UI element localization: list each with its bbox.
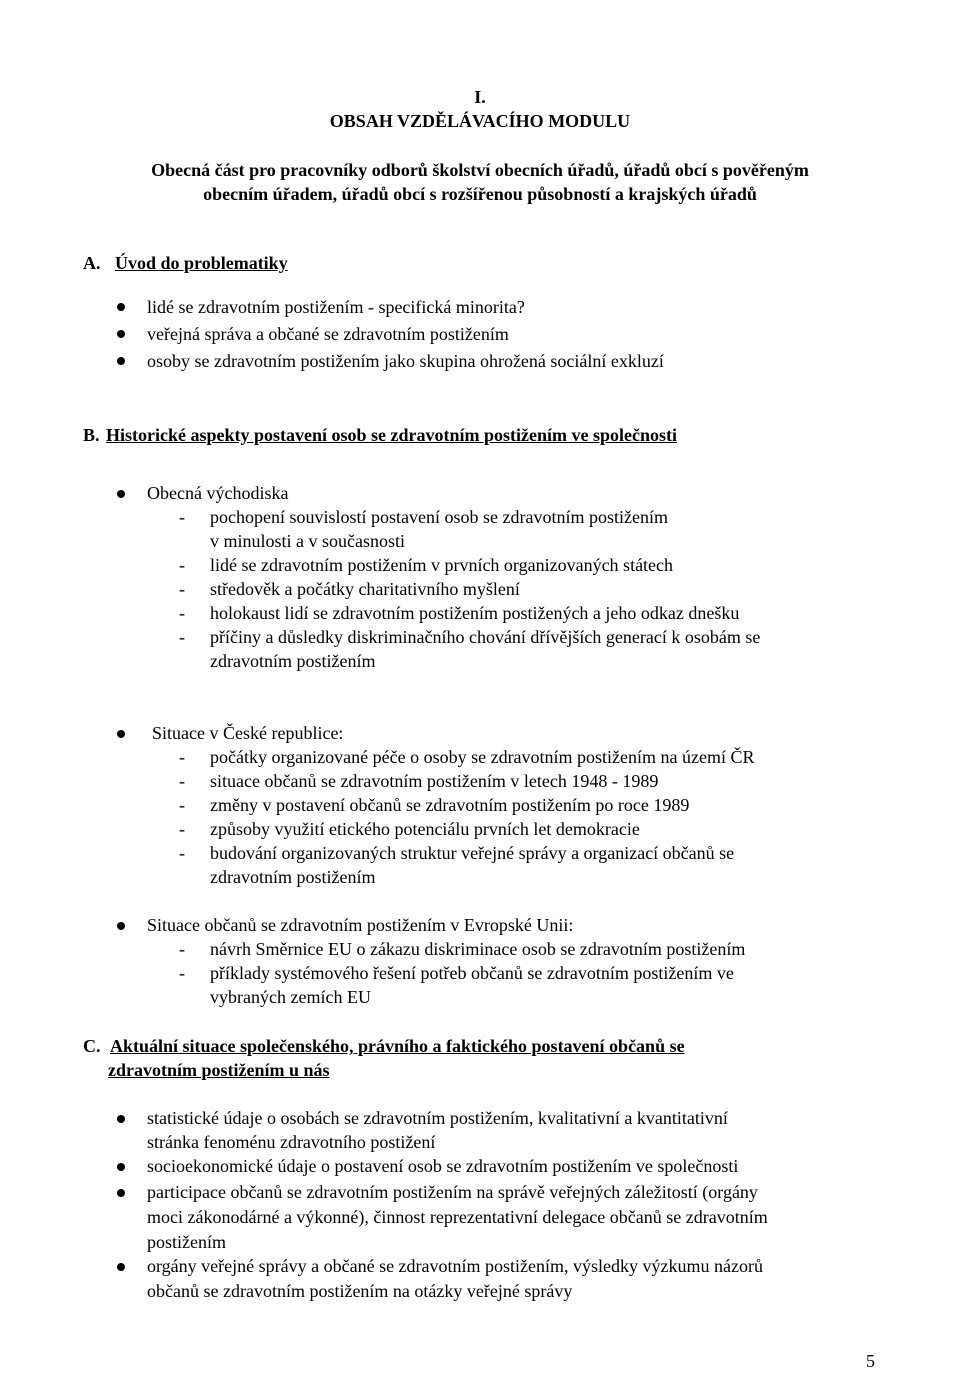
section-c-title-line-1: Aktuální situace společenského, právního a faktického postavení občanů se: [110, 1036, 685, 1056]
list-item: středověk a počátky charitativního myšlení: [210, 579, 520, 599]
dash: -: [179, 939, 185, 959]
dash: -: [179, 603, 185, 623]
dash: -: [179, 507, 185, 527]
list-item: holokaust lidí se zdravotním postižením postižených a jeho odkaz dnešku: [210, 603, 740, 623]
list-item: v minulosti a v současnosti: [210, 531, 405, 551]
bullet-icon: [117, 303, 125, 311]
list-item: participace občanů se zdravotním postižením na správě veřejných záležitostí (orgány: [147, 1182, 758, 1202]
section-a-title: Úvod do problematiky: [115, 253, 288, 273]
dash: -: [179, 819, 185, 839]
subtitle-line-1: Obecná část pro pracovníky odborů školství obecních úřadů, úřadů obcí s pověřeným: [151, 160, 809, 180]
list-item: veřejná správa a občané se zdravotním postižením: [147, 324, 509, 344]
section-a-letter: A.: [83, 253, 101, 273]
bullet-icon: [117, 1115, 125, 1123]
list-item: počátky organizované péče o osoby se zdravotním postižením na území ČR: [210, 747, 755, 767]
group-title: Situace v České republice:: [152, 723, 344, 743]
bullet-icon: [117, 1263, 125, 1271]
list-item: situace občanů se zdravotním postižením v letech 1948 - 1989: [210, 771, 659, 791]
list-item: příklady systémového řešení potřeb občanů se zdravotním postižením ve: [210, 963, 734, 983]
section-c-letter: C.: [83, 1036, 101, 1056]
subtitle-line-2: obecním úřadem, úřadů obcí s rozšířenou působností a krajských úřadů: [203, 184, 757, 204]
list-item: budování organizovaných struktur veřejné správy a organizací občanů se: [210, 843, 735, 863]
list-item: postižením: [147, 1232, 226, 1252]
bullet-icon: [117, 1163, 125, 1171]
bullet-icon: [117, 357, 125, 365]
section-number: I.: [474, 87, 486, 107]
list-item: vybraných zemích EU: [210, 987, 371, 1007]
dash: -: [179, 579, 185, 599]
bullet-icon: [117, 922, 125, 930]
dash: -: [179, 747, 185, 767]
list-item: osoby se zdravotním postižením jako skupina ohrožená sociální exkluzí: [147, 351, 664, 371]
bullet-icon: [117, 330, 125, 338]
list-item: způsoby využití etického potenciálu prvních let demokracie: [210, 819, 640, 839]
list-item: zdravotním postižením: [210, 651, 376, 671]
list-item: změny v postavení občanů se zdravotním postižením po roce 1989: [210, 795, 690, 815]
dash: -: [179, 555, 185, 575]
section-c-title-line-2: zdravotním postižením u nás: [108, 1060, 330, 1080]
page-title: OBSAH VZDĚLÁVACÍHO MODULU: [329, 111, 631, 131]
bullet-icon: [117, 730, 125, 738]
dash: -: [179, 843, 185, 863]
section-b-letter: B.: [83, 425, 100, 445]
list-item: lidé se zdravotním postižením - specifická minorita?: [147, 297, 525, 317]
group-title: Obecná východiska: [147, 483, 289, 503]
dash: -: [179, 795, 185, 815]
list-item: orgány veřejné správy a občané se zdravotním postižením, výsledky výzkumu názorů: [147, 1256, 763, 1276]
dash: -: [179, 963, 185, 983]
dash: -: [179, 771, 185, 791]
list-item: zdravotním postižením: [210, 867, 376, 887]
page-number: 5: [866, 1351, 875, 1371]
list-item: moci zákonodárné a výkonné), činnost reprezentativní delegace občanů se zdravotním: [147, 1207, 768, 1227]
list-item: občanů se zdravotním postižením na otázky veřejné správy: [147, 1281, 573, 1301]
dash: -: [179, 627, 185, 647]
bullet-icon: [117, 1189, 125, 1197]
list-item: pochopení souvislostí postavení osob se zdravotním postižením: [210, 507, 668, 527]
section-b-title: Historické aspekty postavení osob se zdravotním postižením ve společnosti: [106, 425, 677, 445]
list-item: lidé se zdravotním postižením v prvních organizovaných státech: [210, 555, 674, 575]
list-item: příčiny a důsledky diskriminačního chování dřívějších generací k osobám se: [210, 627, 761, 647]
list-item: návrh Směrnice EU o zákazu diskriminace osob se zdravotním postižením: [210, 939, 746, 959]
bullet-icon: [117, 490, 125, 498]
list-item: statistické údaje o osobách se zdravotním postižením, kvalitativní a kvantitativní: [147, 1108, 728, 1128]
list-item: stránka fenoménu zdravotního postižení: [147, 1132, 436, 1152]
group-title: Situace občanů se zdravotním postižením v Evropské Unii:: [147, 915, 574, 935]
list-item: socioekonomické údaje o postavení osob se zdravotním postižením ve společnosti: [147, 1156, 739, 1176]
